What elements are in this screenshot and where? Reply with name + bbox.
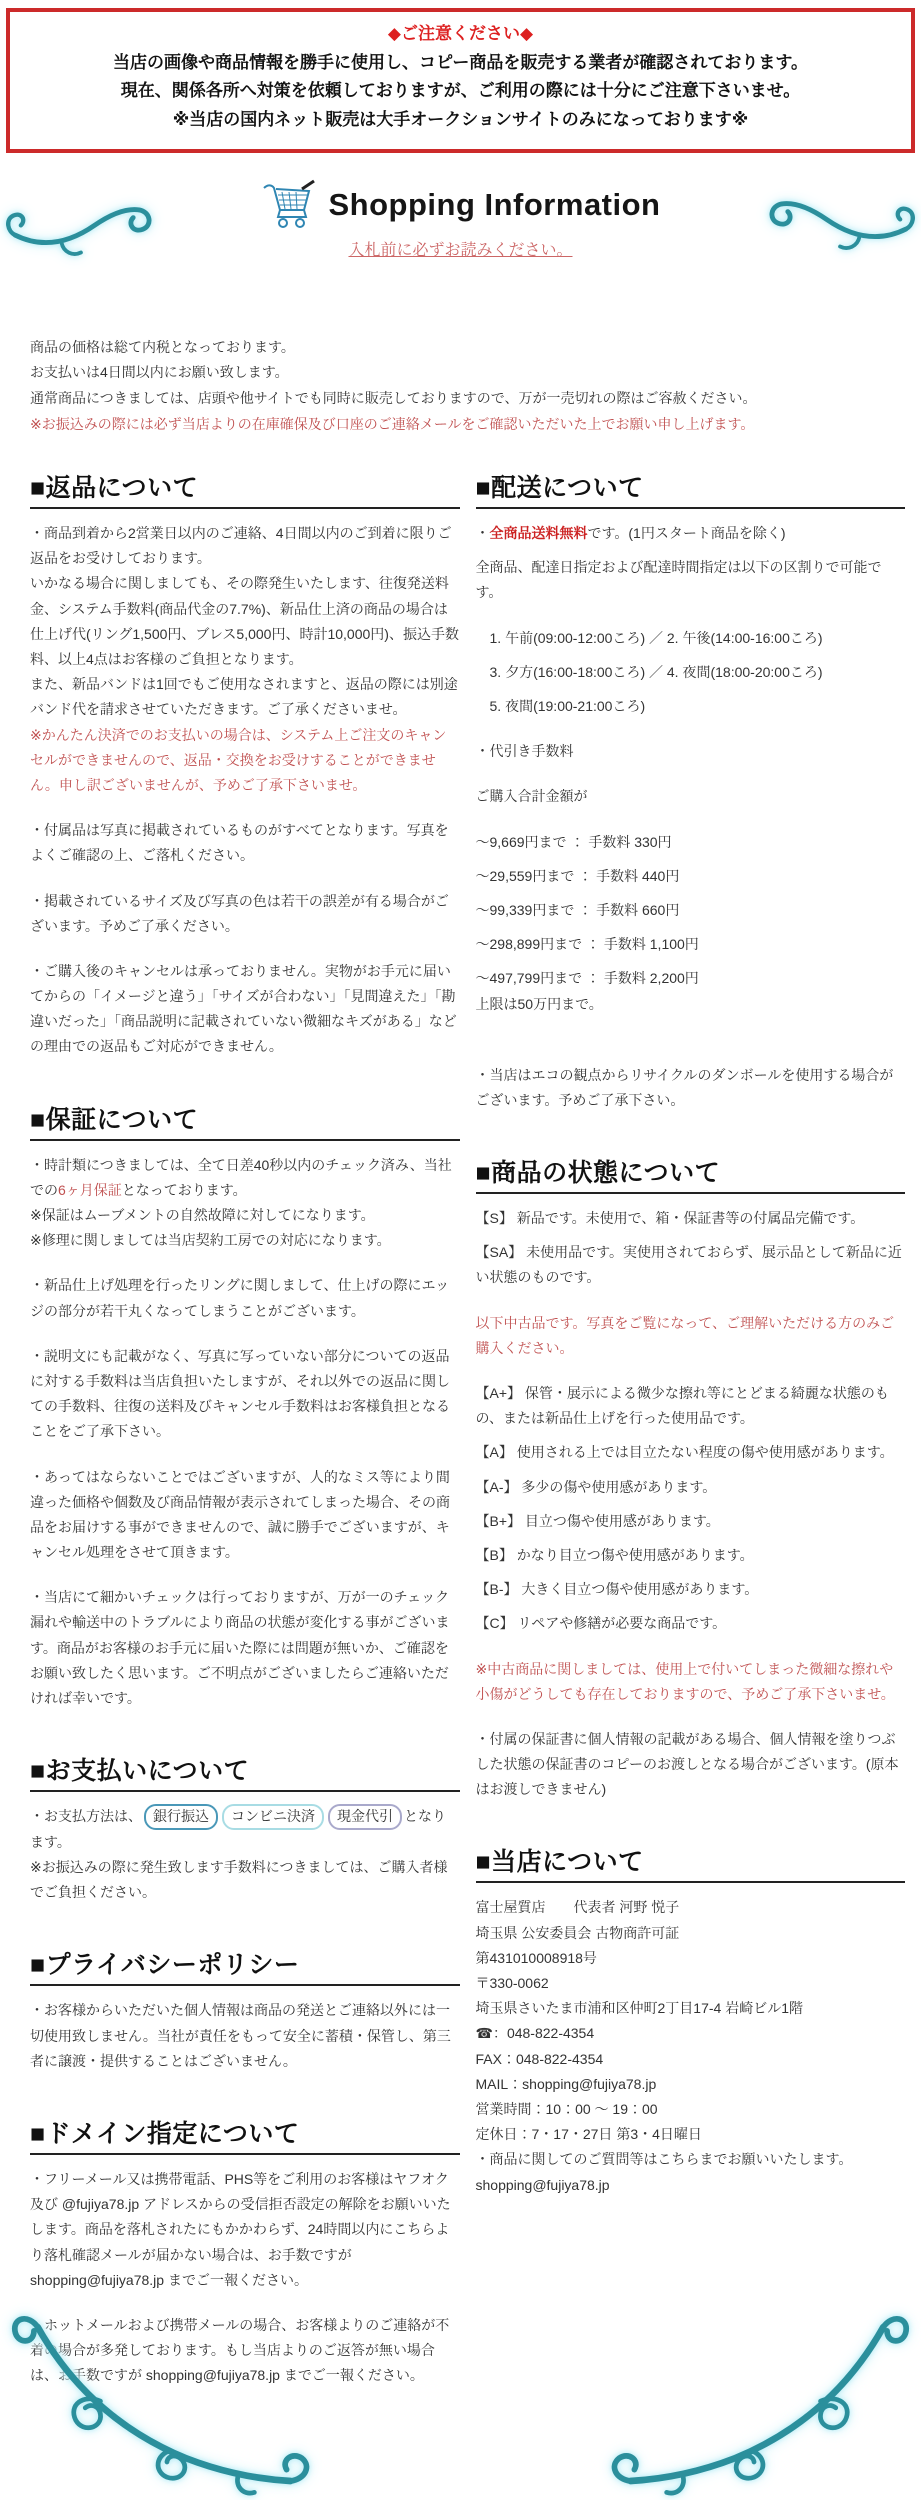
paragraph xyxy=(476,1475,906,1500)
paragraph xyxy=(476,1996,906,2021)
paragraph xyxy=(476,1440,906,1465)
text-segment: ～298,899円まで ： 手数料 1,100円 xyxy=(475,936,699,953)
paragraph xyxy=(476,2072,906,2097)
text-segment: ・あってはならないことではございますが、人的なミス等により間違った価格や個数及び商品情報が表示されてしまった場合、その商品をお届けする事ができませんので、誠に勝手でございますが、キャンセル処理をさせて頂きます。 xyxy=(30,1468,450,1561)
paragraph xyxy=(476,1063,906,1113)
text-segment: 【S】 新品です。未使用で、箱・保証書等の付属品完備です。 xyxy=(475,1210,865,1227)
paragraph xyxy=(30,1585,460,1711)
paragraph xyxy=(476,1577,906,1602)
text-segment: ～9,669円まで ： 手数料 330円 xyxy=(475,833,672,850)
text-segment: 【B】 かなり目立つ傷や使用感があります。 xyxy=(475,1546,754,1563)
section-payment xyxy=(30,1751,460,1905)
text-segment: ～29,559円まで ： 手数料 440円 xyxy=(475,867,680,884)
red-note-text: ※かんたん決済でのお支払いの場合は、システム上ご注文のキャンセルができませんので、返品・交換をお受けすることができません。申し訳ございませんが、予めご了承下さいませ。 xyxy=(30,726,447,793)
intro-notes xyxy=(30,335,891,439)
paragraph xyxy=(30,1804,460,1855)
text-segment: いかなる場合に関しましても、その際発生いたします、往復発送料金、システム手数料(商品代金の7.7%)、新品仕上済の商品の場合は仕上げ代(リング1,500円、ブレス5,000円、時計10,000円)、振込手数料、以上4点はお客様のご負担となります。 xyxy=(30,575,459,668)
notice-box xyxy=(6,8,915,153)
section-returns xyxy=(30,468,460,1060)
text-segment: ・商品到着から2営業日以内のご連絡、4日間以内のご到着に限りご返品をお受けしております。 xyxy=(30,525,452,567)
text-segment: 第431010008918号 xyxy=(475,1949,597,1966)
section-condition xyxy=(476,1153,906,1802)
paragraph xyxy=(30,1998,460,2074)
paragraph xyxy=(30,2167,460,2293)
payment-pill-cash-on-delivery: 現金代引 xyxy=(328,1804,402,1830)
section-title-returns: ■返品について xyxy=(30,468,460,509)
paragraph xyxy=(30,1855,460,1905)
text-segment: ・ xyxy=(475,525,490,542)
intro-line: お支払いは4日間以内にお願い致します。 xyxy=(30,364,289,381)
red-note-text: 6ヶ月保証 xyxy=(58,1181,122,1198)
paragraph xyxy=(30,723,460,799)
paragraph xyxy=(476,521,906,546)
text-segment: 定休日：7・17・27日 第3・4日曜日 xyxy=(475,2126,702,2143)
flourish-swirl-top-left-icon xyxy=(4,175,152,267)
text-segment: ・お客様からいただいた個人情報は商品の発送とご連絡以外には一切使用致しません。当社が責任をもって安全に蓄積・保管し、第三者に譲渡・提供することはございません。 xyxy=(30,2002,451,2069)
text-segment: ・付属品は写真に掲載されているものがすべてとなります。写真をよくご確認の上、ご落札ください。 xyxy=(30,822,449,864)
text-segment: FAX：048-822-4354 xyxy=(475,2050,604,2067)
intro-line: 商品の価格は総て内税となっております。 xyxy=(30,338,295,355)
text-segment: 【A】 使用される上では目立たない程度の傷や使用感があります。 xyxy=(475,1444,894,1461)
paragraph xyxy=(30,1344,460,1445)
paragraph xyxy=(476,1727,906,1803)
text-segment: ・説明文にも記載がなく、写真に写っていない部分についての返品に対する手数料は当店負担いたしますが、それ以外での返品に関しての手数料、往復の送料及びキャンセル手数料はお客様負担となることをご了承下さい。 xyxy=(30,1347,450,1440)
paragraph xyxy=(476,1921,906,1946)
page-subtitle: 入札前に必ずお読みください。 xyxy=(348,241,573,259)
text-segment: 埼玉県さいたま市浦和区仲町2丁目17-4 岩崎ビル1階 xyxy=(475,2000,803,2017)
text-segment: 1. 午前(09:00-12:00ころ) ／ 2. 午後(14:00-16:00ころ) xyxy=(489,629,823,646)
text-segment: 【C】 リペアや修繕が必要な商品です。 xyxy=(475,1615,727,1632)
free-shipping-highlight: 全商品送料無料 xyxy=(489,525,588,542)
page-title: Shopping Information xyxy=(328,186,661,222)
text-segment: ・代引き手数料 xyxy=(475,743,574,760)
text-segment: ・当店はエコの観点からリサイクルのダンボールを使用する場合がございます。予めご了承下さい。 xyxy=(475,1066,894,1108)
paragraph xyxy=(30,1465,460,1566)
paragraph xyxy=(30,571,460,672)
left-column xyxy=(30,468,460,2388)
intro-warning-line: ※お振込みの際には必ず当店よりの在庫確保及び口座のご連絡メールをご確認いただいた上でお願い申し上げます。 xyxy=(30,416,755,433)
text-segment: また、新品バンドは1回でもご使用なされますと、返品の際には別途バンド代を請求させていただきます。ご了承くださいませ。 xyxy=(30,676,458,718)
section-shipping xyxy=(476,468,906,1113)
text-segment: ・時計類につきましては、全て日差40秒以内のチェック済み、当社での xyxy=(30,1156,452,1198)
paragraph xyxy=(30,521,460,571)
paragraph xyxy=(476,864,906,889)
paragraph xyxy=(476,1895,906,1920)
text-segment: 富士屋質店 代表者 河野 悦子 xyxy=(475,1899,680,1916)
paragraph xyxy=(476,1509,906,1534)
paragraph xyxy=(476,1657,906,1707)
paragraph xyxy=(476,1311,906,1361)
text-segment: ☎：048-822-4354 xyxy=(475,2025,595,2042)
text-segment: 【A+】 保管・展示による微少な擦れ等にとどまる綺麗な状態のもの、または新品仕上げを行った使用品です。 xyxy=(475,1385,889,1427)
paragraph xyxy=(30,1203,460,1228)
text-segment: 【B+】 目立つ傷や使用感があります。 xyxy=(475,1512,720,1529)
text-segment: ご購入合計金額が xyxy=(475,788,588,805)
paragraph xyxy=(476,2147,906,2197)
paragraph xyxy=(476,739,906,764)
notice-title: ◆ご注意ください◆ xyxy=(387,24,534,43)
content-columns xyxy=(30,468,905,2388)
text-segment: 上限は50万円まで。 xyxy=(475,995,603,1012)
text-segment: となっております。 xyxy=(121,1181,247,1198)
paragraph xyxy=(476,2122,906,2147)
text-segment: MAIL：shopping@fujiya78.jp xyxy=(475,2075,657,2092)
payment-pill-bank-transfer: 銀行振込 xyxy=(144,1804,218,1830)
text-segment: ※保証はムーブメントの自然故障に対してになります。 xyxy=(30,1207,375,1224)
text-segment: です。(1円スタート商品を除く) xyxy=(587,525,786,542)
flourish-swirl-bottom-left-icon xyxy=(6,2310,326,2500)
paragraph xyxy=(476,830,906,855)
paragraph xyxy=(476,2047,906,2072)
text-segment: 埼玉県 公安委員会 古物商許可証 xyxy=(475,1924,680,1941)
intro-line: 通常商品につきましては、店頭や他サイトでも同時に販売しておりますので、万が一売切れの際はご容赦ください。 xyxy=(30,390,757,407)
section-title-condition: ■商品の状態について xyxy=(476,1153,906,1194)
text-segment: ・商品に関してのご質問等はこちらまでお願いいたします。shopping@fujiya78.jp xyxy=(475,2151,853,2193)
paragraph xyxy=(30,889,460,939)
paragraph xyxy=(476,694,906,719)
text-segment: 3. 夕方(16:00-18:00ころ) ／ 4. 夜間(18:00-20:00ころ) xyxy=(489,663,823,680)
paragraph xyxy=(476,2021,906,2046)
text-segment: ～99,339円まで ： 手数料 660円 xyxy=(475,901,680,918)
paragraph xyxy=(476,992,906,1017)
paragraph xyxy=(476,1611,906,1636)
notice-line: 現在、関係各所へ対策を依頼しておりますが、ご利用の際には十分にご注意下さいませ。 xyxy=(120,81,801,101)
paragraph xyxy=(476,1543,906,1568)
paragraph xyxy=(476,1946,906,1971)
text-segment: 5. 夜間(19:00-21:00ころ) xyxy=(489,698,646,715)
paragraph xyxy=(30,1228,460,1253)
section-title-domain: ■ドメイン指定について xyxy=(30,2114,460,2155)
right-column xyxy=(476,468,906,2198)
paragraph xyxy=(476,626,906,651)
paragraph xyxy=(30,1153,460,1203)
section-title-privacy: ■プライバシーポリシー xyxy=(30,1945,460,1986)
text-segment: 【B-】 大きく目立つ傷や使用感があります。 xyxy=(475,1581,759,1598)
section-title-shipping: ■配送について xyxy=(476,468,906,509)
text-segment: ・新品仕上げ処理を行ったリングに関しまして、仕上げの際にエッジの部分が若干丸くなってしまうことがございます。 xyxy=(30,1277,450,1319)
text-segment: ・ホットメールおよび携帯メールの場合、お客様よりのご連絡が不着の場合が多発しております。もし当店よりのご返答が無い場合は、お手数ですが shopping@fujiya78.jp までご一報ください。 xyxy=(30,2316,450,2384)
paragraph xyxy=(476,784,906,809)
text-segment: ～497,799円まで ： 手数料 2,200円 xyxy=(475,970,699,987)
paragraph xyxy=(476,932,906,957)
text-segment: ※お振込みの際に発生致します手数料につきましては、ご購入者様でご負担ください。 xyxy=(30,1859,448,1901)
text-segment: 全商品、配達日指定および配達時間指定は以下の区割りで可能です。 xyxy=(475,559,882,601)
text-segment: 【A-】 多少の傷や使用感があります。 xyxy=(475,1478,717,1495)
text-segment: となります。 xyxy=(30,1808,446,1850)
paragraph xyxy=(476,1240,906,1290)
paragraph xyxy=(30,959,460,1060)
red-note-text: 以下中古品です。写真をご覧になって、ご理解いただける方のみご購入ください。 xyxy=(475,1314,895,1356)
section-title-about: ■当店について xyxy=(476,1842,906,1883)
section-title-warranty: ■保証について xyxy=(30,1100,460,1141)
section-about xyxy=(476,1842,906,2197)
paragraph xyxy=(30,818,460,868)
paragraph xyxy=(476,660,906,685)
notice-line: ※当店の国内ネット販売は大手オークションサイトのみになっております※ xyxy=(172,109,749,129)
paragraph xyxy=(476,2097,906,2122)
text-segment: 【SA】 未使用品です。実使用されておらず、展示品として新品に近い状態のものです。 xyxy=(475,1244,902,1286)
paragraph xyxy=(476,1971,906,1996)
text-segment: ・ご購入後のキャンセルは承っておりません。実物がお手元に届いてからの「イメージと違う」「サイズが合わない」「見間違えた」「勘違いだった」「商品説明に記載されていない微細なキズがある」などの理由での返品もご対応ができません。 xyxy=(30,962,457,1055)
paragraph xyxy=(30,672,460,722)
paragraph xyxy=(476,966,906,991)
shopping-cart-icon xyxy=(260,179,316,231)
flourish-swirl-bottom-right-icon xyxy=(595,2310,915,2500)
text-segment: 営業時間：10：00 ～ 19：00 xyxy=(475,2100,658,2117)
payment-pill-convenience-store: コンビニ決済 xyxy=(222,1804,324,1830)
notice-line: 当店の画像や商品情報を勝手に使用し、コピー商品を販売する業者が確認されております。 xyxy=(113,52,808,72)
section-warranty xyxy=(30,1100,460,1712)
text-segment: 〒330-0062 xyxy=(475,1975,549,1992)
text-segment: ・フリーメール又は携帯電話、PHS等をご利用のお客様はヤフオク及び @fujiya78.jp アドレスからの受信拒否設定の解除をお願いいたします。商品を落札されたにもかかわらず、24時間以内にこちらより落札確認メールが届かない場合は、お手数ですが shopping@fujiya78.jp までご一報ください。 xyxy=(30,2171,451,2288)
paragraph xyxy=(476,1381,906,1431)
section-privacy xyxy=(30,1945,460,2074)
paragraph xyxy=(476,1206,906,1231)
paragraph xyxy=(476,898,906,923)
section-title-payment: ■お支払いについて xyxy=(30,1751,460,1792)
text-segment: ・掲載されているサイズ及び写真の色は若干の誤差が有る場合がございます。予めご了承ください。 xyxy=(30,892,449,934)
page-header xyxy=(0,179,921,279)
text-segment: ・当店にて細かいチェックは行っておりますが、万が一のチェック漏れや輸送中のトラブルにより商品の状態が変化する事がございます。商品がお客様のお手元に届いた際には問題が無いか、ご確認をお願い致したく思います。ご不明点がございましたらご連絡いただければ幸いです。 xyxy=(30,1589,450,1707)
flourish-swirl-top-right-icon xyxy=(769,169,917,261)
red-note-text: ※中古商品に関しましては、使用上で付いてしまった微細な擦れや小傷がどうしても存在しておりますので、予めご了承下さいませ。 xyxy=(475,1660,895,1702)
text-segment: ※修理に関しましては当店契約工房での対応になります。 xyxy=(30,1232,391,1249)
paragraph xyxy=(476,555,906,605)
text-segment: ・お支払方法は、 xyxy=(30,1808,142,1825)
text-segment: ・付属の保証書に個人情報の記載がある場合、個人情報を塗りつぶした状態の保証書のコピーのお渡しとなる場合がございます。(原本はお渡しできません) xyxy=(475,1730,899,1798)
paragraph xyxy=(30,1273,460,1323)
